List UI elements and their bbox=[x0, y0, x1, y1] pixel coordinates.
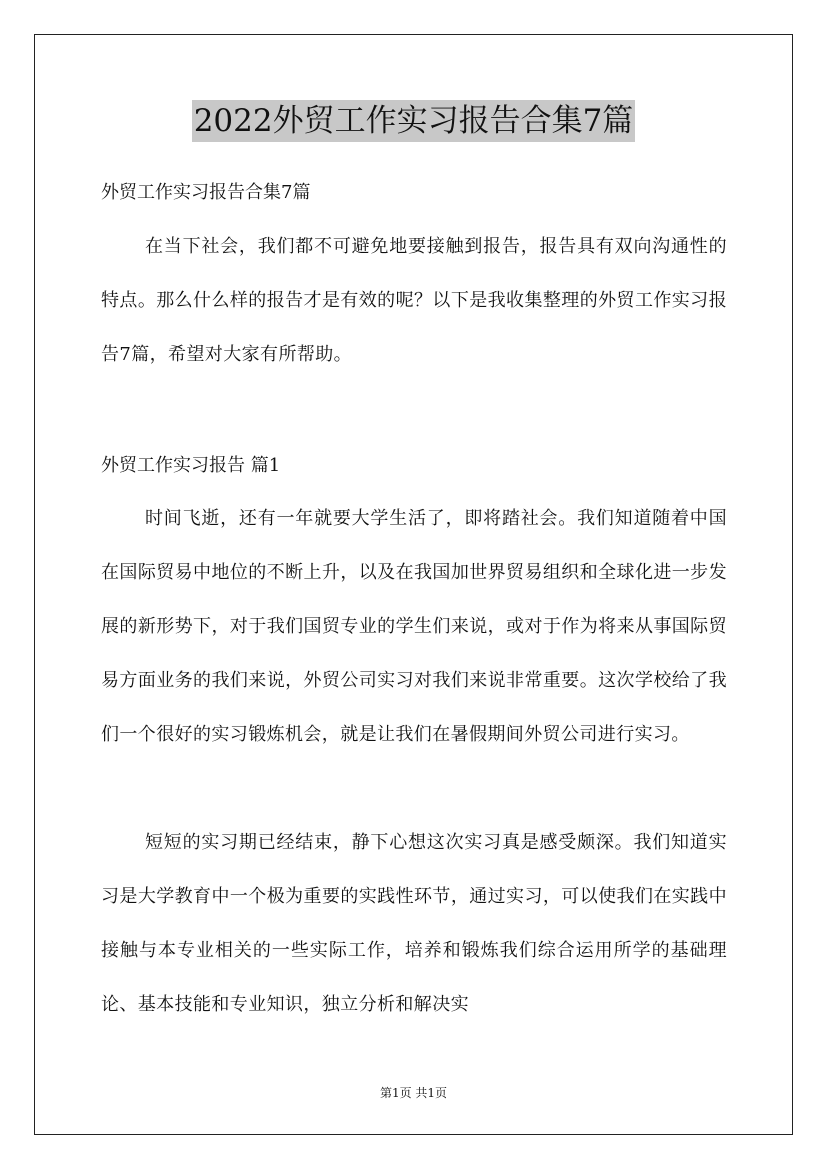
document-title: 2022外贸工作实习报告合集7篇 bbox=[192, 100, 636, 142]
intro-paragraph: 在当下社会，我们都不可避免地要接触到报告，报告具有双向沟通性的特点。那么什么样的报告才是有效的呢？以下是我收集整理的外贸工作实习报告7篇，希望对大家有所帮助。 bbox=[101, 236, 727, 365]
title-container bbox=[0, 100, 827, 142]
document-subtitle: 外贸工作实习报告合集7篇 bbox=[101, 182, 311, 203]
page-footer: 第1页 共1页 bbox=[379, 1086, 448, 1100]
section-heading: 外贸工作实习报告 篇1 bbox=[101, 455, 281, 476]
body-paragraph: 短短的实习期已经结束，静下心想这次实习真是感受颇深。我们知道实习是大学教育中一个极为重要的实践性环节，通过实习，可以使我们在实践中接触与本专业相关的一些实际工作，培养和锻炼我们综合运用所学的基础理论、基本技能和专业知识，独立分析和解决实 bbox=[101, 832, 727, 1015]
body-paragraph: 时间飞逝，还有一年就要大学生活了，即将踏社会。我们知道随着中国在国际贸易中地位的不断上升，以及在我国加世界贸易组织和全球化进一步发展的新形势下，对于我们国贸专业的学生们来说，或对于作为将来从事国际贸易方面业务的我们来说，外贸公司实习对我们来说非常重要。这次学校给了我们一个很好的实习锻炼机会，就是让我们在暑假期间外贸公司进行实习。 bbox=[101, 508, 727, 745]
